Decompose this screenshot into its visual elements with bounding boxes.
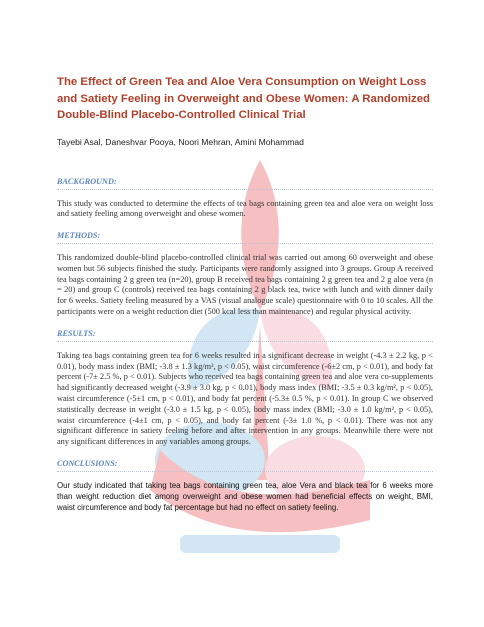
- section-divider: [57, 243, 433, 244]
- background-text: This study was conducted to determine the effects of tea bags containing green tea and aloe vera on weight loss and satiety feeling among overweight and obese women.: [57, 198, 433, 219]
- background-heading: BACKGROUND:: [57, 176, 117, 186]
- paper-content: [57, 74, 433, 513]
- results-text: Taking tea bags containing green tea for 6 weeks resulted in a significant decrease in weight (-4.3 ± 2.2 kg, p < 0.01), body mass index (BMI; -3.8 ± 1.3 kg/m², p < 0.05), waist circumference (-6±2 cm, p < 0.01), and body fat percent (-7± 2.5 %, p < 0.01). Subjects who received tea bags containing green tea and aloe vera co-supplements had significantly decreased weight (-3.9 ± 3.0 kg, p < 0.01), body mass index (BMI; -3.5 ± 0.3 kg/m², p < 0.05), waist circumference (-5±1 cm, p < 0.01), and body fat percent (-5.3± 0.5 %, p < 0.01). In group C we observed statistically decrease in weight (-3.0 ± 1.5 kg, p < 0.05), body mass index (BMI; -3.0 ± 1.0 kg/m², p < 0.05), waist circumference (-4±1 cm, p < 0.05), and body fat percent (-3± 1.0 %, p < 0.01). There was not any significant difference in satiety feeling before and after intervention in any groups. Meanwhile there were not any significant differences in any variables among groups.: [57, 350, 433, 447]
- conclusions-text: Our study indicated that taking tea bags containing green tea, aloe Vera and black tea for 6 weeks more than weight reduction diet among overweight and obese women had beneficial effects on weight, BMI, waist circumference and body fat percentage but had no effect on satiety feeling.: [57, 481, 433, 512]
- section-divider: [57, 341, 433, 342]
- section-divider: [57, 471, 433, 472]
- methods-text: This randomized double-blind placebo-controlled clinical trial was carried out among 60 overweight and obese women but 56 subjects finished the study. Participants were randomly assigned into 3 groups. Group A received tea bags containing 2 g green tea (n=20), group B received tea bags containing 2 g green tea and 2 g aloe vera (n = 20) and group C (controls) received tea bags containing 2 g black tea, twice with lunch and with dinner daily for 6 weeks. Satiety feeling measured by a VAS (visual analogue scale) questionnaire with 0 to 10 scales. All the participants were on a weight reduction diet (500 kcal less than maintenance) and regular physical activity.: [57, 253, 433, 317]
- section-divider: [57, 189, 433, 190]
- paper-title: The Effect of Green Tea and Aloe Vera Consumption on Weight Loss and Satiety Feeling in Overweight and Obese Women: A Randomized Double-Blind Placebo-Controlled Clinical Trial: [57, 76, 430, 121]
- author-list: Tayebi Asal, Daneshvar Pooya, Noori Mehran, Amini Mohammad: [57, 136, 304, 147]
- results-heading: RESULTS:: [57, 328, 96, 338]
- methods-heading: METHODS:: [57, 231, 101, 241]
- conclusions-heading: CONCLUSIONS:: [57, 459, 118, 469]
